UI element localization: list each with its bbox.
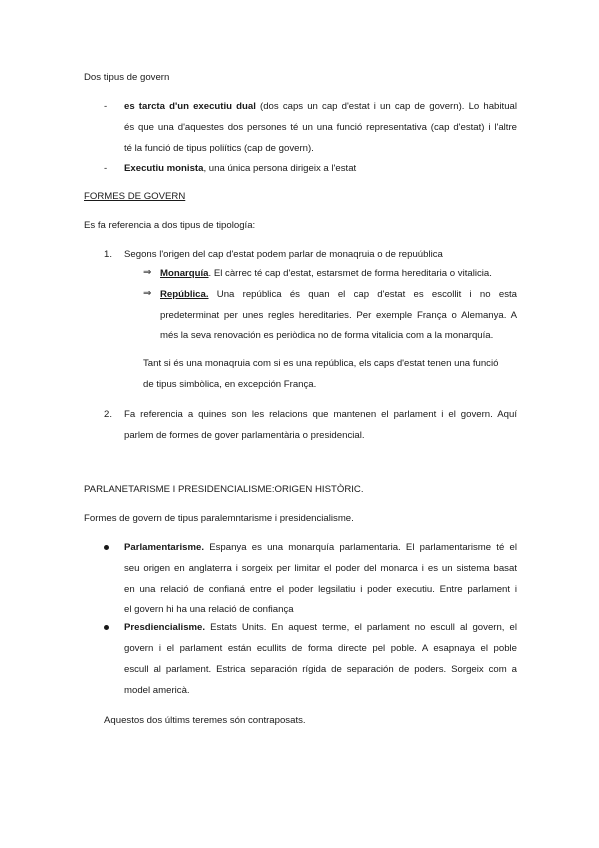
republica-rest: Una república és quan el cap d'estat es escollit i no esta — [208, 289, 517, 300]
monista-line — [124, 163, 356, 175]
parlamentarisme-line-4: el govern hi ha una relació de confiança — [124, 604, 294, 615]
republica-line-3: més la seva renovación es periòdica no de forma vitalicia com a la monarquía. — [160, 330, 494, 341]
presidencialisme-term: Presdiencialisme. — [124, 622, 206, 633]
dual-rest: (dos caps un cap d'estat i un cap de govern). Lo habitual — [255, 101, 517, 112]
heading-dos-tipus: Dos tipus de govern — [84, 72, 170, 83]
republica-term: República. — [160, 289, 209, 300]
presidencialisme-line-4: model americà. — [124, 685, 190, 696]
dual-line-3: té la funció de tipus poliítics (cap de govern). — [124, 143, 314, 154]
formes-heading: FORMES DE GOVERN — [84, 191, 186, 202]
dual-line-2: és que una d'aquestes dos persones té un una funció representativa (cap d'estat) i l'altre — [124, 122, 517, 133]
presidencialisme-line-1 — [124, 622, 517, 634]
double-arrow-icon: ⇒ — [143, 267, 152, 278]
item-2-line-2: parlem de formes de gover parlamentària o presidencial. — [124, 430, 365, 441]
monarquia-rest: . El càrrec té cap d'estat, estarsmet de forma hereditaria o vitalicia. — [208, 268, 492, 279]
monista-rest: , una única persona dirigeix a l'estat — [203, 163, 357, 174]
formes-intro: Es fa referencia a dos tipus de tipología: — [84, 220, 256, 231]
republica-line-2: predeterminat per unes regles hereditaries. Per exemple França o Alemanya. A — [160, 310, 517, 321]
parlamentarisme-line-2: seu origen en anglaterra i sorgeix per limitar el poder del monarca i es un sistema basat — [124, 563, 517, 574]
presidencialisme-line-2: govern i el parlament están ecullits de forma directe pel poble. A esapnaya el poble — [124, 643, 517, 654]
republica-line-1 — [160, 289, 517, 301]
presidencialisme-line-3: escull al parlament. Estrica separación rígida de separación de poders. Sorgeix com a — [124, 664, 517, 675]
monista-term: Executiu monista — [124, 163, 204, 174]
note-line-1: Tant si és una monaqruia com si es una república, els caps d'estat tenen una funció — [143, 358, 499, 369]
note-line-2: de tipus simbòlica, en excepción França. — [143, 379, 317, 390]
bullet-dot — [104, 625, 109, 630]
parlamentarisme-line-3: en una relació de confianá entre el poder legsilatiu i poder executiu. Entre parlament i — [124, 584, 517, 595]
item-2-line-1: Fa referencia a quines son les relacions que mantenen el parlament i el govern. Aquí — [124, 409, 517, 420]
dual-line-1 — [124, 101, 517, 113]
item-2-number: 2. — [104, 409, 113, 420]
monarquia-term: Monarquía — [160, 268, 209, 279]
dual-term: es tarcta d'un executiu dual — [124, 101, 256, 112]
parl-intro: Formes de govern de tipus paralemntarisme i presidencialisme. — [84, 513, 354, 524]
parlamentarisme-term: Parlamentarisme. — [124, 542, 204, 553]
double-arrow-icon: ⇒ — [143, 288, 152, 299]
closing-text: Aquestos dos últims teremes són contraposats. — [104, 715, 306, 726]
item-1-text: Segons l'origen del cap d'estat podem parlar de monaqruia o de repuública — [124, 249, 443, 260]
dash-bullet: - — [104, 101, 108, 112]
parlamentarisme-rest: Espanya es una monarquía parlamentaria. El parlamentarisme té el — [204, 542, 517, 553]
dash-bullet: - — [104, 163, 108, 174]
presidencialisme-rest: Estats Units. En aquest terme, el parlament no escull al govern, el — [205, 622, 517, 633]
monarquia-line — [160, 268, 492, 280]
bullet-dot — [104, 545, 109, 550]
parl-heading: PARLANETARISME I PRESIDENCIALISME:ORIGEN HISTÒRIC. — [84, 484, 364, 495]
item-1-number: 1. — [104, 249, 113, 260]
parlamentarisme-line-1 — [124, 542, 517, 554]
